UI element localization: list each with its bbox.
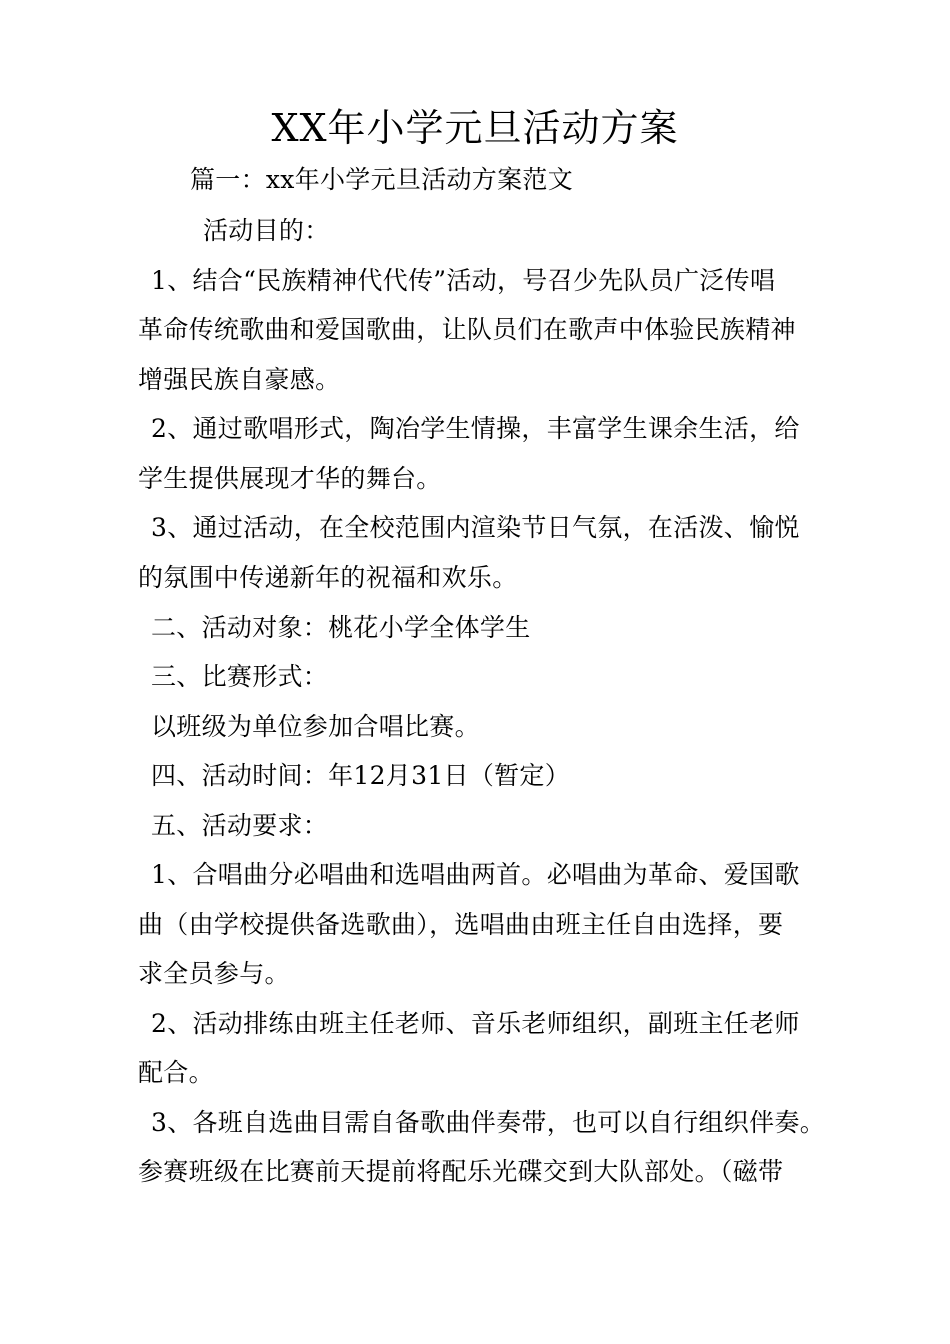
paragraph-line: 革命传统歌曲和爱国歌曲，让队员们在歌声中体验民族精神 bbox=[138, 315, 796, 344]
paragraph-line: 1、结合“民族精神代代传”活动，号召少先队员广泛传唱 bbox=[151, 266, 776, 295]
paragraph-line: 2、通过歌唱形式，陶冶学生情操，丰富学生课余生活，给 bbox=[151, 414, 800, 443]
paragraph-line: 二、活动对象：桃花小学全体学生 bbox=[151, 613, 531, 642]
paragraph-line: 以班级为单位参加合唱比赛。 bbox=[151, 712, 480, 741]
paragraph-line: 2、活动排练由班主任老师、音乐老师组织，副班主任老师 bbox=[151, 1009, 800, 1038]
paragraph-line: 学生提供展现才华的舞台。 bbox=[138, 464, 442, 493]
paragraph-line: 求全员参与。 bbox=[138, 959, 290, 988]
paragraph-line: 曲（由学校提供备选歌曲），选唱曲由班主任自由选择，要 bbox=[138, 910, 784, 939]
paragraph-line: 配合。 bbox=[138, 1058, 214, 1087]
document-title: XX年小学元旦活动方案 bbox=[271, 106, 679, 150]
paragraph-line: 五、活动要求： bbox=[151, 811, 329, 840]
paragraph-line: 活动目的： bbox=[203, 216, 330, 245]
paragraph-line: 四、活动时间：年12月31日（暂定） bbox=[151, 761, 571, 790]
paragraph-line: 3、各班自选曲目需自备歌曲伴奏带，也可以自行组织伴奏。 bbox=[151, 1108, 826, 1137]
paragraph-line: 增强民族自豪感。 bbox=[138, 365, 341, 394]
section-heading-part-one: 篇一：xx年小学元旦活动方案范文 bbox=[190, 165, 573, 194]
paragraph-line: 三、比赛形式： bbox=[151, 662, 329, 691]
paragraph-line: 3、通过活动，在全校范围内渲染节日气氛，在活泼、愉悦 bbox=[151, 513, 800, 542]
paragraph-line: 的氛围中传递新年的祝福和欢乐。 bbox=[138, 563, 518, 592]
paragraph-line: 参赛班级在比赛前天提前将配乐光碟交到大队部处。（磁带 bbox=[138, 1157, 784, 1186]
paragraph-line: 1、合唱曲分必唱曲和选唱曲两首。必唱曲为革命、爱国歌 bbox=[151, 860, 800, 889]
